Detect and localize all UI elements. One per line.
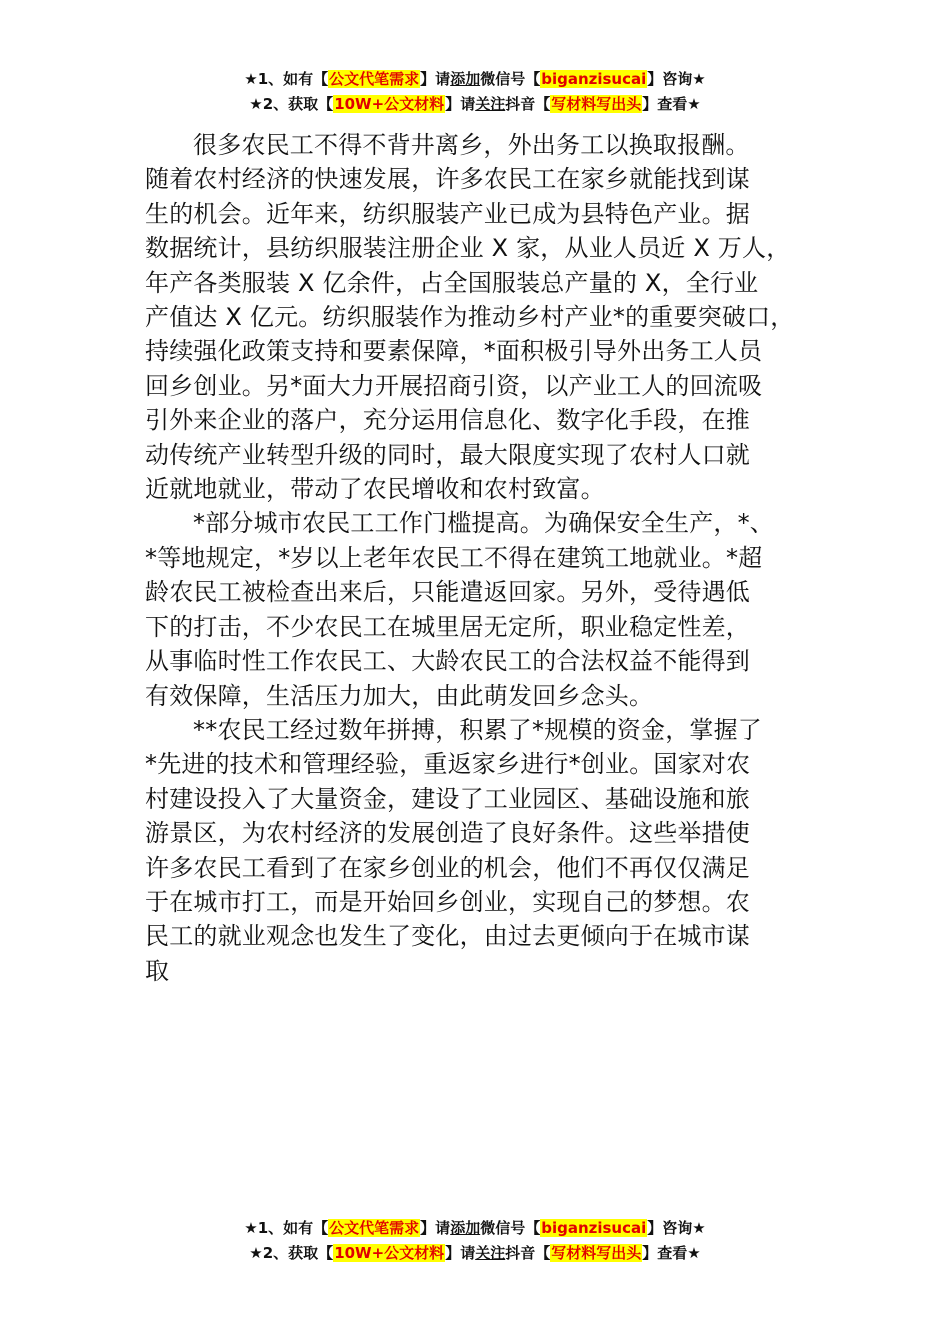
text-line: 龄农民工被检查出来后，只能遣返回家。另外，受待遇低 xyxy=(145,578,750,607)
text-line: 数据统计，县纺织服装注册企业 X 家，从业人员近 X 万人， xyxy=(145,234,791,263)
promo-highlight-wechat-id: biganzisucai xyxy=(541,70,647,88)
text-line: 近就地就业，带动了农民增收和农村致富。 xyxy=(145,475,605,504)
promo-line-1 xyxy=(0,1216,950,1241)
promo-underlined: 添加 xyxy=(450,1219,481,1237)
text-line: 年产各类服装 X 亿余件，占全国服装总产量的 X，全行业 xyxy=(145,268,759,297)
promo-underlined: 关注 xyxy=(475,95,506,113)
promo-text: 】咨询★ xyxy=(647,70,706,88)
promo-highlight: 10W+公文材料 xyxy=(334,1244,445,1262)
promo-text: ★1、如有【 xyxy=(244,1219,329,1237)
promo-highlight: 公文代笔需求 xyxy=(329,1219,420,1237)
promo-highlight: 10W+公文材料 xyxy=(334,95,445,113)
promo-underlined: 关注 xyxy=(475,1244,506,1262)
text-line: 有效保障，生活压力加大，由此萌发回乡念头。 xyxy=(145,681,654,710)
document-body xyxy=(145,128,815,988)
promo-highlight-wechat-id: biganzisucai xyxy=(541,1219,647,1237)
text-line: 村建设投入了大量资金，建设了工业园区、基础设施和旅 xyxy=(145,784,750,813)
text-line: *部分城市农民工工作门槛提高。为确保安全生产，*、 xyxy=(193,509,774,538)
promo-text: 抖音【 xyxy=(505,1244,551,1262)
text-line: 于在城市打工，而是开始回乡创业，实现自己的梦想。农 xyxy=(145,887,750,916)
text-line: 很多农民工不得不背井离乡，外出务工以换取报酬。 xyxy=(193,131,750,159)
promo-text: 微信号【 xyxy=(480,1219,541,1237)
promo-line-2 xyxy=(0,92,950,117)
promo-highlight-douyin-id: 写材料写出头 xyxy=(551,1244,642,1262)
promo-underlined: 添加 xyxy=(450,70,481,88)
promo-text: 微信号【 xyxy=(480,70,541,88)
text-line: **农民工经过数年拼搏，积累了*规模的资金，掌握了 xyxy=(193,715,762,744)
text-line: 动传统产业转型升级的同时，最大限度实现了农村人口就 xyxy=(145,440,750,469)
promo-text: ★1、如有【 xyxy=(244,70,329,88)
text-line: 从事临时性工作农民工、大龄农民工的合法权益不能得到 xyxy=(145,647,750,676)
text-line: 生的机会。近年来，纺织服装产业已成为县特色产业。据 xyxy=(145,199,750,228)
header-promo-banner xyxy=(0,67,950,117)
promo-text: 】咨询★ xyxy=(647,1219,706,1237)
paragraph-3 xyxy=(145,713,815,988)
text-line: *等地规定，*岁以上老年农民工不得在建筑工地就业。*超 xyxy=(145,543,763,572)
text-line: 引外来企业的落户，充分运用信息化、数字化手段，在推 xyxy=(145,406,750,435)
promo-text: 】查看★ xyxy=(642,95,701,113)
text-line: 许多农民工看到了在家乡创业的机会，他们不再仅仅满足 xyxy=(145,853,750,882)
promo-highlight-douyin-id: 写材料写出头 xyxy=(551,95,642,113)
promo-highlight: 公文代笔需求 xyxy=(329,70,420,88)
promo-line-2 xyxy=(0,1241,950,1266)
promo-line-1 xyxy=(0,67,950,92)
promo-text: 】查看★ xyxy=(642,1244,701,1262)
text-line: 随着农村经济的快速发展，许多农民工在家乡就能找到谋 xyxy=(145,165,750,194)
promo-text: ★2、获取【 xyxy=(249,95,334,113)
paragraph-2 xyxy=(145,506,815,712)
text-line: 民工的就业观念也发生了变化，由过去更倾向于在城市谋 xyxy=(145,922,750,951)
promo-text: 】请 xyxy=(420,1219,451,1237)
text-line: 下的打击，不少农民工在城里居无定所，职业稳定性差， xyxy=(145,612,750,641)
promo-text: 】请 xyxy=(445,1244,476,1262)
text-line: 产值达 X 亿元。纺织服装作为推动乡村产业*的重要突破口， xyxy=(145,303,795,332)
promo-text: ★2、获取【 xyxy=(249,1244,334,1262)
text-line: 游景区，为农村经济的发展创造了良好条件。这些举措使 xyxy=(145,819,750,848)
promo-text: 】请 xyxy=(445,95,476,113)
text-line: *先进的技术和管理经验，重返家乡进行*创业。国家对农 xyxy=(145,750,751,779)
text-line: 回乡创业。另*面大力开展招商引资，以产业工人的回流吸 xyxy=(145,371,763,400)
promo-text: 抖音【 xyxy=(505,95,551,113)
text-line: 持续强化政策支持和要素保障，*面积极引导外出务工人员 xyxy=(145,337,763,366)
text-line: 取 xyxy=(145,956,170,985)
footer-promo-banner xyxy=(0,1216,950,1266)
promo-text: 】请 xyxy=(420,70,451,88)
paragraph-1 xyxy=(145,128,815,506)
